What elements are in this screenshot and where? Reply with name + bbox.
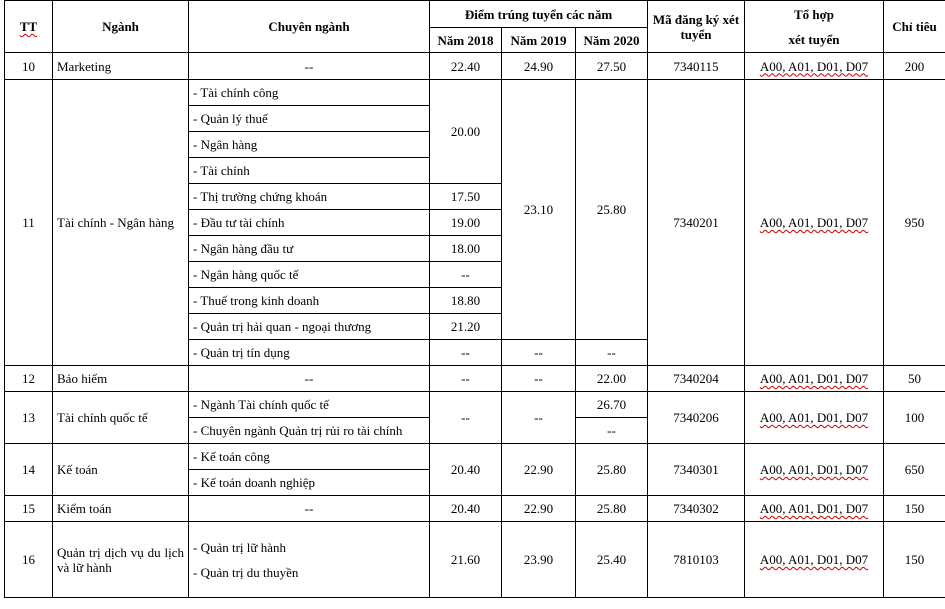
header-to-hop-line1: Tổ hợp <box>793 6 835 22</box>
cell-to-hop: A00, A01, D01, D07 <box>745 522 884 598</box>
cell-2018: 18.00 <box>430 236 502 262</box>
cell-2018: 18.80 <box>430 288 502 314</box>
header-to-hop <box>745 1 884 53</box>
cell-2018: 20.40 <box>430 444 502 496</box>
cell-chi-tieu: 650 <box>884 444 945 496</box>
cell-tt: 13 <box>5 392 53 444</box>
cell-chuyen-nganh: - Ngân hàng <box>189 132 430 158</box>
cell-chi-tieu: 150 <box>884 522 945 598</box>
cell-2019: 24.90 <box>502 53 576 80</box>
table-row <box>5 392 945 418</box>
cell-chuyen-nganh: - Quản lý thuế <box>189 106 430 132</box>
spec-item: - Quản trị du thuyền <box>193 564 299 580</box>
cell-to-hop: A00, A01, D01, D07 <box>745 496 884 522</box>
cell-2018: -- <box>430 366 502 392</box>
spec-item: - Quản trị lữ hành <box>193 539 286 555</box>
cell-2018: 17.50 <box>430 184 502 210</box>
header-nganh: Ngành <box>53 1 189 53</box>
cell-chi-tieu: 950 <box>884 80 945 366</box>
cell-ma: 7340301 <box>648 444 745 496</box>
cell-2020: 25.80 <box>576 496 648 522</box>
admission-scores-table <box>4 0 945 598</box>
cell-2018: -- <box>430 262 502 288</box>
cell-nganh: Tài chính quốc tế <box>53 392 189 444</box>
cell-2020: 26.70 <box>576 392 648 418</box>
cell-tt: 14 <box>5 444 53 496</box>
header-nam-2018: Năm 2018 <box>430 28 502 53</box>
cell-chuyen-nganh: - Thị trường chứng khoán <box>189 184 430 210</box>
cell-chuyen-nganh: - Tài chính <box>189 158 430 184</box>
cell-2018: -- <box>430 392 502 444</box>
header-nam-2020: Năm 2020 <box>576 28 648 53</box>
cell-2020: -- <box>576 418 648 444</box>
cell-chuyen-nganh: - Kế toán doanh nghiệp <box>189 470 430 496</box>
cell-2020: 25.40 <box>576 522 648 598</box>
cell-2019: -- <box>502 366 576 392</box>
cell-2018: 21.60 <box>430 522 502 598</box>
table-row <box>5 522 945 598</box>
header-ma-dang-ky: Mã đăng ký xét tuyển <box>648 1 745 53</box>
cell-nganh: Quản trị dịch vụ du lịch và lữ hành <box>53 522 189 598</box>
cell-chuyen-nganh: - Quản trị hải quan - ngoại thương <box>189 314 430 340</box>
cell-tt: 15 <box>5 496 53 522</box>
cell-tt: 10 <box>5 53 53 80</box>
cell-2020: 22.00 <box>576 366 648 392</box>
cell-chuyen-nganh: - Tài chính công <box>189 80 430 106</box>
cell-chi-tieu: 150 <box>884 496 945 522</box>
cell-chuyen-nganh: - Kế toán công <box>189 444 430 470</box>
header-nam-2019: Năm 2019 <box>502 28 576 53</box>
cell-chuyen-nganh: - Ngân hàng quốc tế <box>189 262 430 288</box>
cell-chi-tieu: 50 <box>884 366 945 392</box>
cell-2019: 22.90 <box>502 496 576 522</box>
cell-tt: 12 <box>5 366 53 392</box>
cell-ma: 7810103 <box>648 522 745 598</box>
header-chi-tieu: Chỉ tiêu <box>884 1 945 53</box>
cell-chuyen-nganh: - Chuyên ngành Quản trị rủi ro tài chính <box>189 418 430 444</box>
table-row <box>5 444 945 470</box>
cell-ma: 7340302 <box>648 496 745 522</box>
cell-ma: 7340115 <box>648 53 745 80</box>
header-chuyen-nganh: Chuyên ngành <box>189 1 430 53</box>
cell-ma: 7340204 <box>648 366 745 392</box>
cell-chuyen-nganh: - Ngân hàng đầu tư <box>189 236 430 262</box>
cell-2019: 22.90 <box>502 444 576 496</box>
cell-chuyen-nganh: -- <box>189 366 430 392</box>
cell-to-hop: A00, A01, D01, D07 <box>745 53 884 80</box>
cell-tt: 11 <box>5 80 53 366</box>
cell-to-hop: A00, A01, D01, D07 <box>745 366 884 392</box>
cell-chi-tieu: 200 <box>884 53 945 80</box>
header-tt: TT <box>5 1 53 53</box>
cell-2019: -- <box>502 340 576 366</box>
cell-2019: -- <box>502 392 576 444</box>
cell-2020: -- <box>576 340 648 366</box>
cell-tt: 16 <box>5 522 53 598</box>
cell-2018: 19.00 <box>430 210 502 236</box>
cell-2018-group: 20.00 <box>430 80 502 184</box>
cell-chi-tieu: 100 <box>884 392 945 444</box>
cell-2020: 25.80 <box>576 444 648 496</box>
header-to-hop-line2: xét tuyển <box>788 31 840 47</box>
table-row <box>5 496 945 522</box>
cell-to-hop: A00, A01, D01, D07 <box>745 392 884 444</box>
cell-2019: 23.10 <box>502 80 576 340</box>
header-diem-trung-tuyen: Điểm trúng tuyển các năm <box>430 1 648 28</box>
header-row-1 <box>5 1 945 28</box>
table-row <box>5 366 945 392</box>
cell-to-hop: A00, A01, D01, D07 <box>745 80 884 366</box>
cell-chuyen-nganh: - Đầu tư tài chính <box>189 210 430 236</box>
cell-nganh: Kế toán <box>53 444 189 496</box>
cell-2019: 23.90 <box>502 522 576 598</box>
cell-chuyen-nganh: -- <box>189 53 430 80</box>
cell-chuyen-nganh: -- <box>189 496 430 522</box>
cell-ma: 7340201 <box>648 80 745 366</box>
table-row <box>5 80 945 106</box>
cell-nganh: Kiểm toán <box>53 496 189 522</box>
cell-nganh: Bảo hiểm <box>53 366 189 392</box>
cell-chuyen-nganh <box>189 522 430 598</box>
table-row <box>5 53 945 80</box>
cell-ma: 7340206 <box>648 392 745 444</box>
cell-chuyen-nganh: - Quản trị tín dụng <box>189 340 430 366</box>
cell-2020: 25.80 <box>576 80 648 340</box>
cell-nganh: Tài chính - Ngân hàng <box>53 80 189 366</box>
cell-chuyen-nganh: - Thuế trong kinh doanh <box>189 288 430 314</box>
cell-2018: -- <box>430 340 502 366</box>
cell-2018: 21.20 <box>430 314 502 340</box>
cell-chuyen-nganh: - Ngành Tài chính quốc tế <box>189 392 430 418</box>
cell-2018: 20.40 <box>430 496 502 522</box>
cell-2020: 27.50 <box>576 53 648 80</box>
cell-to-hop: A00, A01, D01, D07 <box>745 444 884 496</box>
cell-nganh: Marketing <box>53 53 189 80</box>
cell-2018: 22.40 <box>430 53 502 80</box>
